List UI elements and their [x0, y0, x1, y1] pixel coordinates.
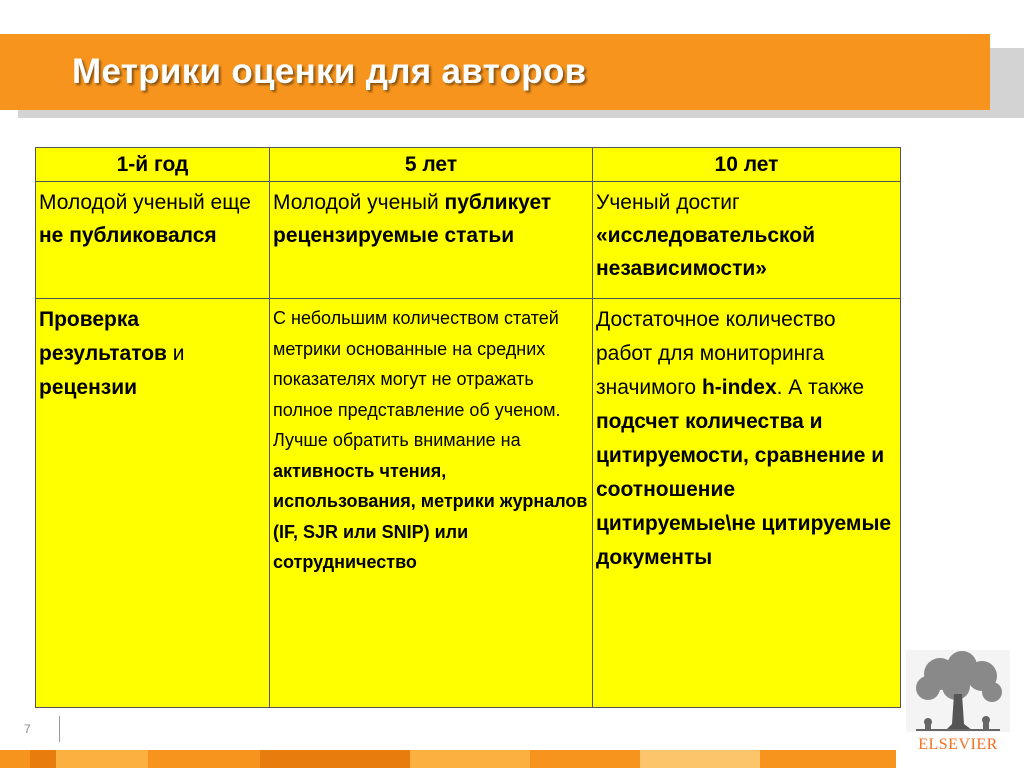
cell-bold-text: подсчет количества и цитируемости, сравнение и соотношение цитируемые\не цитируемые документы [596, 410, 892, 569]
elsevier-logo-text: ELSEVIER [918, 736, 998, 753]
cell-bold-text: не публиковался [39, 224, 217, 247]
cell-text: Молодой ученый [273, 191, 445, 214]
cell-r1-c3 [593, 182, 901, 299]
header-10-years: 10 лет [593, 148, 901, 182]
header-5-years: 5 лет [270, 148, 593, 182]
cell-bold-text: активность чтения, использования, метрики журналов (IF, SJR или SNIP) или сотрудничество [273, 460, 588, 572]
bottom-stripe-bar [0, 750, 1024, 768]
table-row [36, 299, 901, 708]
cell-r2-c2 [270, 299, 593, 708]
cell-r1-c1 [36, 182, 270, 299]
cell-r2-c1 [36, 299, 270, 708]
cell-text: и [166, 342, 185, 365]
cell-bold-text: Проверка результатов [39, 308, 167, 365]
cell-bold-text: рецензии [39, 376, 138, 399]
slide-title: Метрики оценки для авторов [72, 52, 587, 91]
cell-r2-c3 [593, 299, 901, 708]
metrics-table [35, 147, 901, 708]
cell-bold-text: публикует рецензируемые статьи [273, 191, 552, 247]
cell-text: Достаточное количество работ для мониторинга значимого [596, 308, 836, 399]
header-year-1: 1-й год [36, 148, 270, 182]
cell-text: . А также [776, 376, 865, 399]
table-row [36, 182, 901, 299]
cell-r1-c2 [270, 182, 593, 299]
table-header-row [36, 148, 901, 182]
cell-text: С небольшим количеством статей метрики основанные на средних показателях могут не отражать полное представление об ученом. Лучше обратить внимание на [273, 308, 561, 450]
cell-text: Ученый достиг [596, 191, 740, 214]
cell-text: Молодой ученый еще [39, 191, 251, 214]
cell-bold-text: «исследовательской независимости» [596, 224, 816, 280]
slide-number-divider [59, 716, 60, 742]
slide-number: 7 [24, 722, 31, 736]
cell-bold-text: h-index [701, 376, 777, 399]
